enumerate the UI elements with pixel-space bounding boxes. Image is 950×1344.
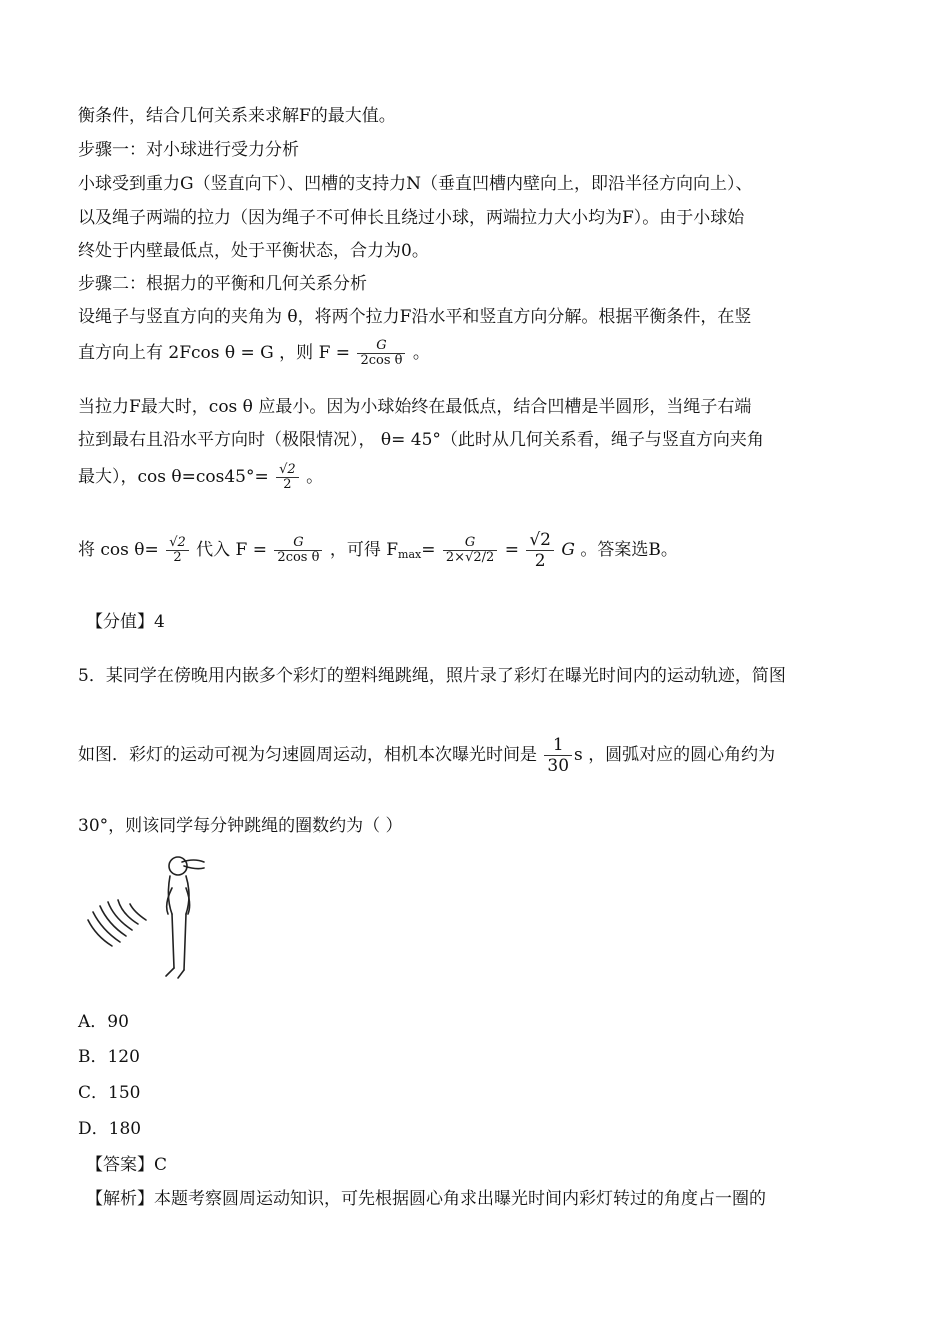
step-heading: 步骤一：对小球进行受力分析	[78, 140, 299, 160]
question-text: 5．某同学在傍晚用内嵌多个彩灯的塑料绳跳绳，照片录了彩灯在曝光时间内的运动轨迹，简图	[78, 666, 786, 686]
text-line: 终处于内壁最低点，处于平衡状态，合力为0。	[78, 241, 429, 261]
answer-label: 【答案】C	[86, 1155, 168, 1175]
formula-line: 将 cos θ= $\frac{√2}{2}$ 代入 F = $\frac{G}{\text{2cos θ}}$ ，可得 $F_{max}=$ $\frac{G}{2\times√2/2}$ = $\frac{√2}{2}$ G 。答案选B。	[78, 530, 678, 571]
jump-rope-figure	[80, 848, 210, 988]
fraction: $\frac{G}{\text{2cos θ}}$	[357, 339, 405, 368]
question-text: 30°，则该同学每分钟跳绳的圈数约为（ ）	[78, 816, 403, 836]
question-text: 如图．彩灯的运动可视为匀速圆周运动，相机本次曝光时间是 $\frac{1}{30}$ s ，圆弧对应的圆心角约为	[78, 735, 776, 776]
step-heading: 步骤二：根据力的平衡和几何关系分析	[78, 274, 367, 294]
fraction: $\frac{G}{\text{2cos θ}}$	[274, 536, 322, 565]
text-line: 当拉力F最大时，cos θ 应最小。因为小球始终在最低点，结合凹槽是半圆形，当绳子右端	[78, 397, 752, 417]
fraction: $\frac{G}{2\times√2/2}$	[443, 536, 497, 565]
text-line: 拉到最右且沿水平方向时（极限情况）， θ= 45°（此时从几何关系看，绳子与竖直方向夹角	[78, 430, 764, 450]
text-line: 以及绳子两端的拉力（因为绳子不可伸长且绕过小球，两端拉力大小均为F）。由于小球始	[78, 208, 745, 228]
option-a: A．90	[78, 1012, 129, 1032]
option-d: D．180	[78, 1119, 142, 1139]
formula-line: 最大），cos θ=cos45°= $\frac{√2}{2}$ 。	[78, 462, 324, 492]
analysis-text: 【解析】本题考察圆周运动知识，可先根据圆心角求出曝光时间内彩灯转过的角度占一圈的	[86, 1189, 766, 1209]
option-c: C．150	[78, 1083, 141, 1103]
score-label: 【分值】4	[86, 612, 165, 632]
fraction: $\frac{1}{30}$	[544, 735, 572, 776]
fraction: $\frac{√2}{2}$	[526, 530, 554, 571]
formula-line: 直方向上有 2Fcos θ = G ，则 F = $\frac{G}{\text{2cos θ}}$ 。	[78, 338, 430, 368]
option-b: B．120	[78, 1047, 140, 1067]
text-line: 小球受到重力G（竖直向下）、凹槽的支持力N（垂直凹槽内壁向上，即沿半径方向向上）、	[78, 174, 753, 194]
fraction: $\frac{√2}{2}$	[166, 536, 189, 565]
text-line: 设绳子与竖直方向的夹角为 θ，将两个拉力F沿水平和竖直方向分解。根据平衡条件，在竖	[78, 307, 752, 327]
text-line: 衡条件，结合几何关系来求解F的最大值。	[78, 106, 396, 126]
fraction: $\frac{√2}{2}$	[276, 463, 299, 492]
